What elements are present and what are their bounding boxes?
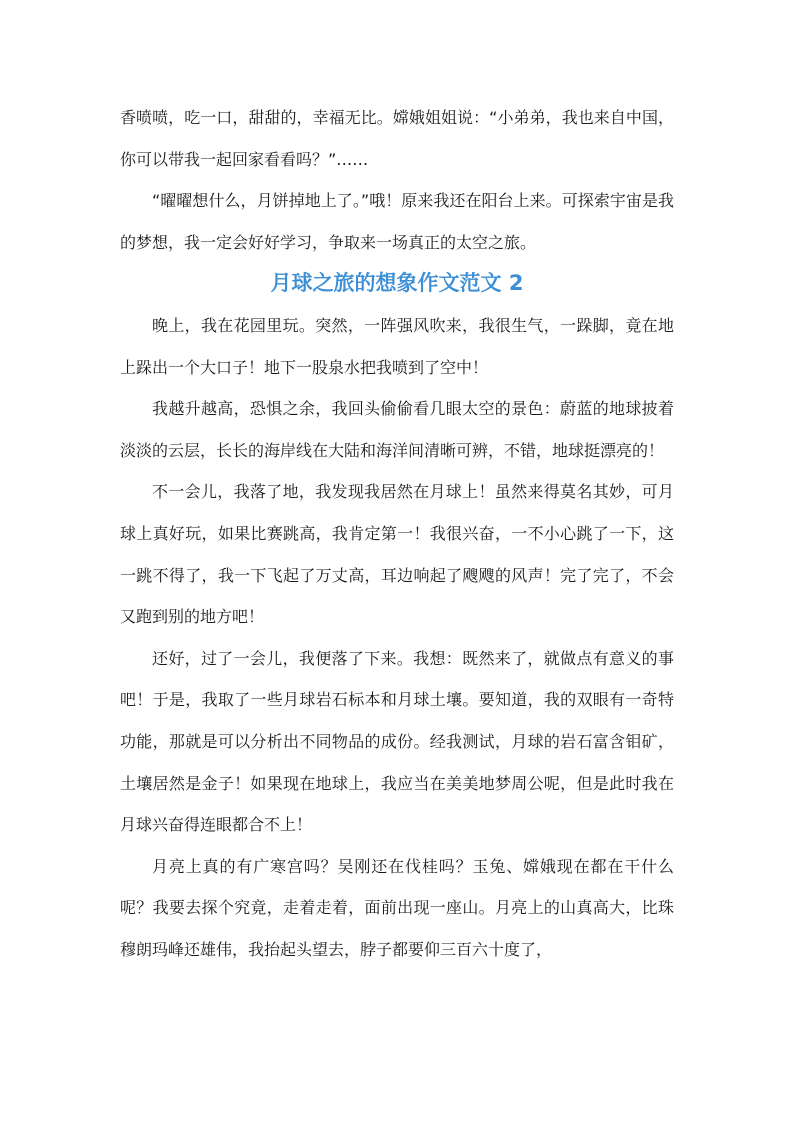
paragraph-intro-2: “曜曜想什么，月饼掉地上了。”哦！原来我还在阳台上来。可探索宇宙是我的梦想，我一定会好好学习，争取来一场真正的太空之旅。 xyxy=(120,191,674,252)
paragraph-body-4: 还好，过了一会儿，我便落了下来。我想：既然来了，就做点有意义的事吧！于是，我取了一些月球岩石标本和月球土壤。要知道，我的双眼有一奇特功能，那就是可以分析出不同物品的成份。经我测试，月球的岩石富含钼矿，土壤居然是金子！如果现在地球上，我应当在美美地梦周公呢，但是此时我在月球兴奋得连眼都合不上！ xyxy=(120,648,674,835)
paragraph-body-2: 我越升越高，恐惧之余，我回头偷偷看几眼太空的景色：蔚蓝的地球披着淡淡的云层，长长的海岸线在大陆和海洋间清晰可辨，不错，地球挺漂亮的！ xyxy=(120,399,674,460)
paragraph-body-1: 晚上，我在花园里玩。突然，一阵强风吹来，我很生气，一跺脚，竟在地上跺出一个大口子！地下一股泉水把我喷到了空中！ xyxy=(120,315,674,377)
section-title: 月球之旅的想象作文范文 2 xyxy=(270,271,524,296)
document-content xyxy=(120,97,674,970)
paragraph-body-3: 不一会儿，我落了地，我发现我居然在月球上！虽然来得莫名其妙，可月球上真好玩，如果比赛跳高，我肯定第一！我很兴奋，一不小心跳了一下，这一跳不得了，我一下飞起了万丈高，耳边响起了飕飕的风声！完了完了，不会又跑到别的地方吧！ xyxy=(120,482,674,627)
paragraph-body-5: 月亮上真的有广寒宫吗？吴刚还在伐桂吗？玉兔、嫦娥现在都在干什么呢？我要去探个究竟，走着走着，面前出现一座山。月亮上的山真高大，比珠穆朗玛峰还雄伟，我抬起头望去，脖子都要仰三百六十度了， xyxy=(120,856,674,959)
paragraph-intro-1: 香喷喷，吃一口，甜甜的，幸福无比。嫦娥姐姐说：“小弟弟，我也来自中国，你可以带我一起回家看看吗？”…… xyxy=(120,108,674,169)
